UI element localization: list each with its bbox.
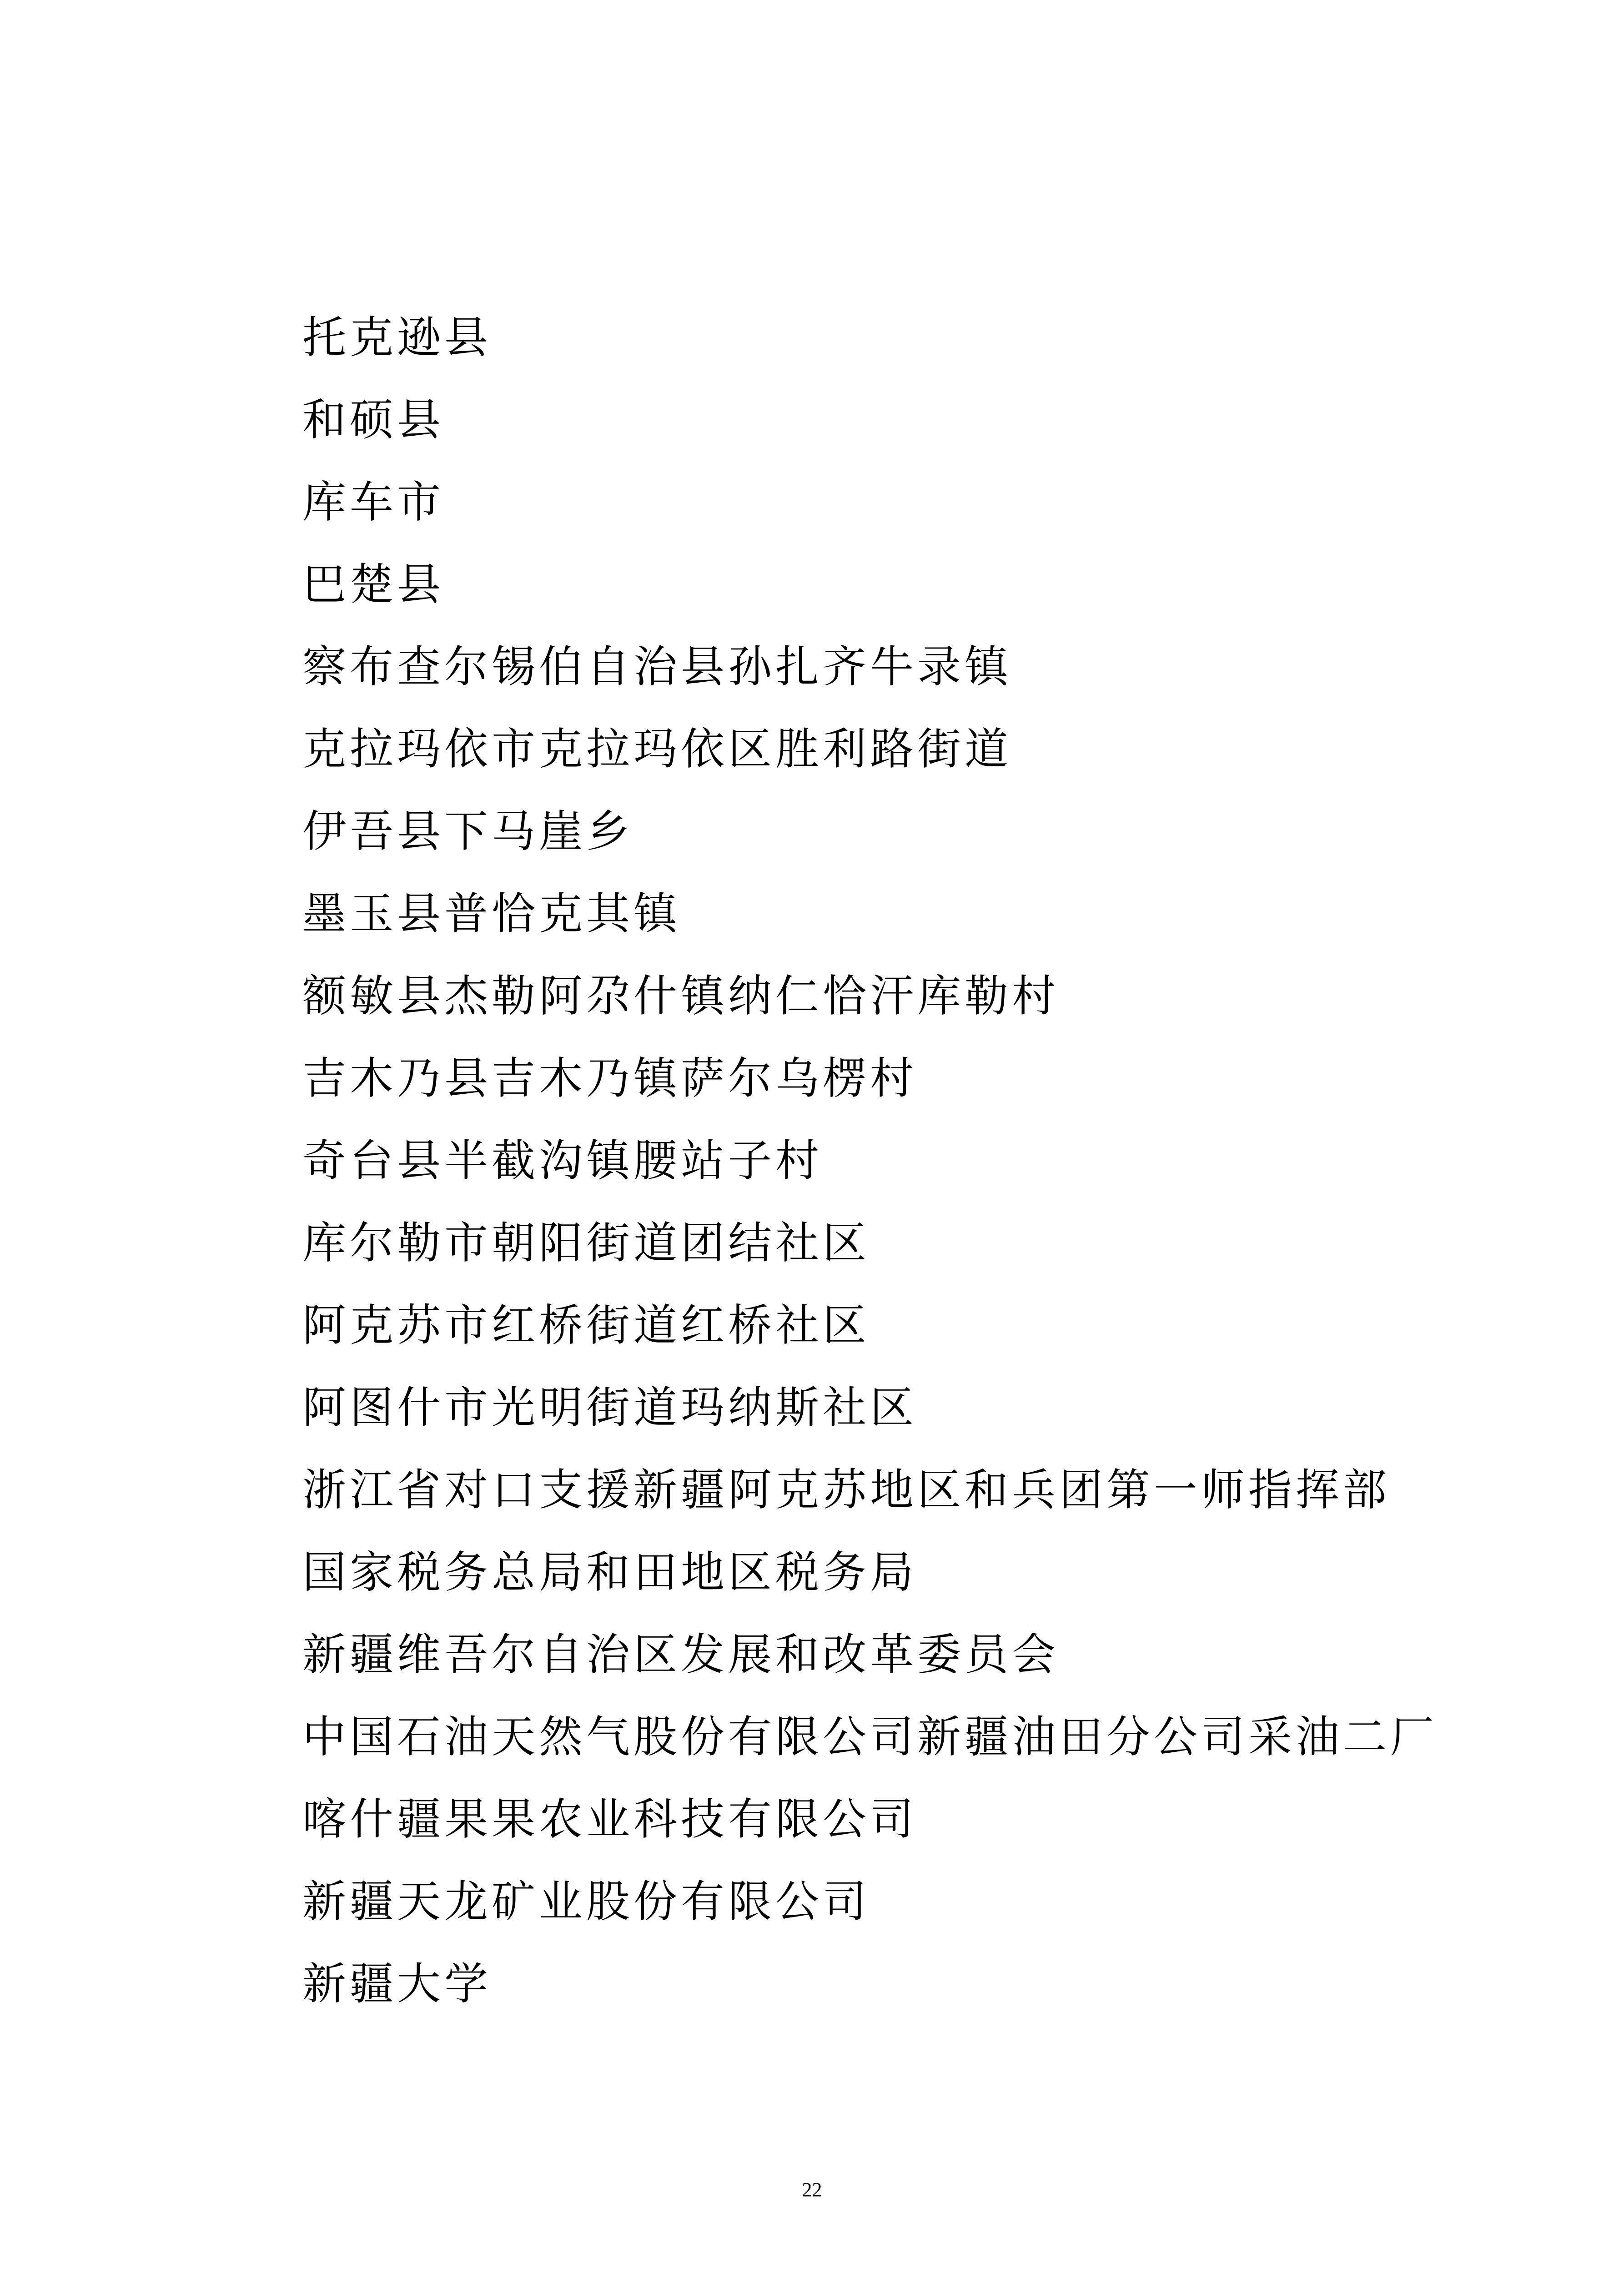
list-item: 伊吾县下马崖乡 [302,806,634,857]
list-item: 克拉玛依市克拉玛依区胜利路街道 [302,724,1012,775]
list-item: 额敏县杰勒阿尕什镇纳仁恰汗库勒村 [302,971,1059,1021]
list-item: 吉木乃县吉木乃镇萨尔乌楞村 [302,1053,917,1104]
list-item: 阿克苏市红桥街道红桥社区 [302,1300,870,1351]
list-item: 中国石油天然气股份有限公司新疆油田分公司采油二厂 [302,1711,1438,1762]
list-item: 察布查尔锡伯自治县孙扎齐牛录镇 [302,641,1012,692]
list-item: 和硕县 [302,394,444,445]
list-item: 阿图什市光明街道玛纳斯社区 [302,1382,917,1433]
list-item: 托克逊县 [302,312,492,363]
list-item: 奇台县半截沟镇腰站子村 [302,1135,823,1186]
organization-list [302,310,1621,2039]
list-item: 浙江省对口支援新疆阿克苏地区和兵团第一师指挥部 [302,1464,1390,1515]
page-number: 22 [802,2178,822,2201]
list-item: 新疆维吾尔自治区发展和改革委员会 [302,1629,1059,1680]
list-item: 新疆大学 [302,1958,492,2009]
list-item: 新疆天龙矿业股份有限公司 [302,1876,870,1927]
list-item: 库尔勒市朝阳街道团结社区 [302,1217,870,1268]
list-item: 墨玉县普恰克其镇 [302,888,681,939]
list-item: 喀什疆果果农业科技有限公司 [302,1794,917,1845]
list-item: 国家税务总局和田地区税务局 [302,1547,917,1598]
list-item: 库车市 [302,477,444,528]
list-item: 巴楚县 [302,559,444,610]
